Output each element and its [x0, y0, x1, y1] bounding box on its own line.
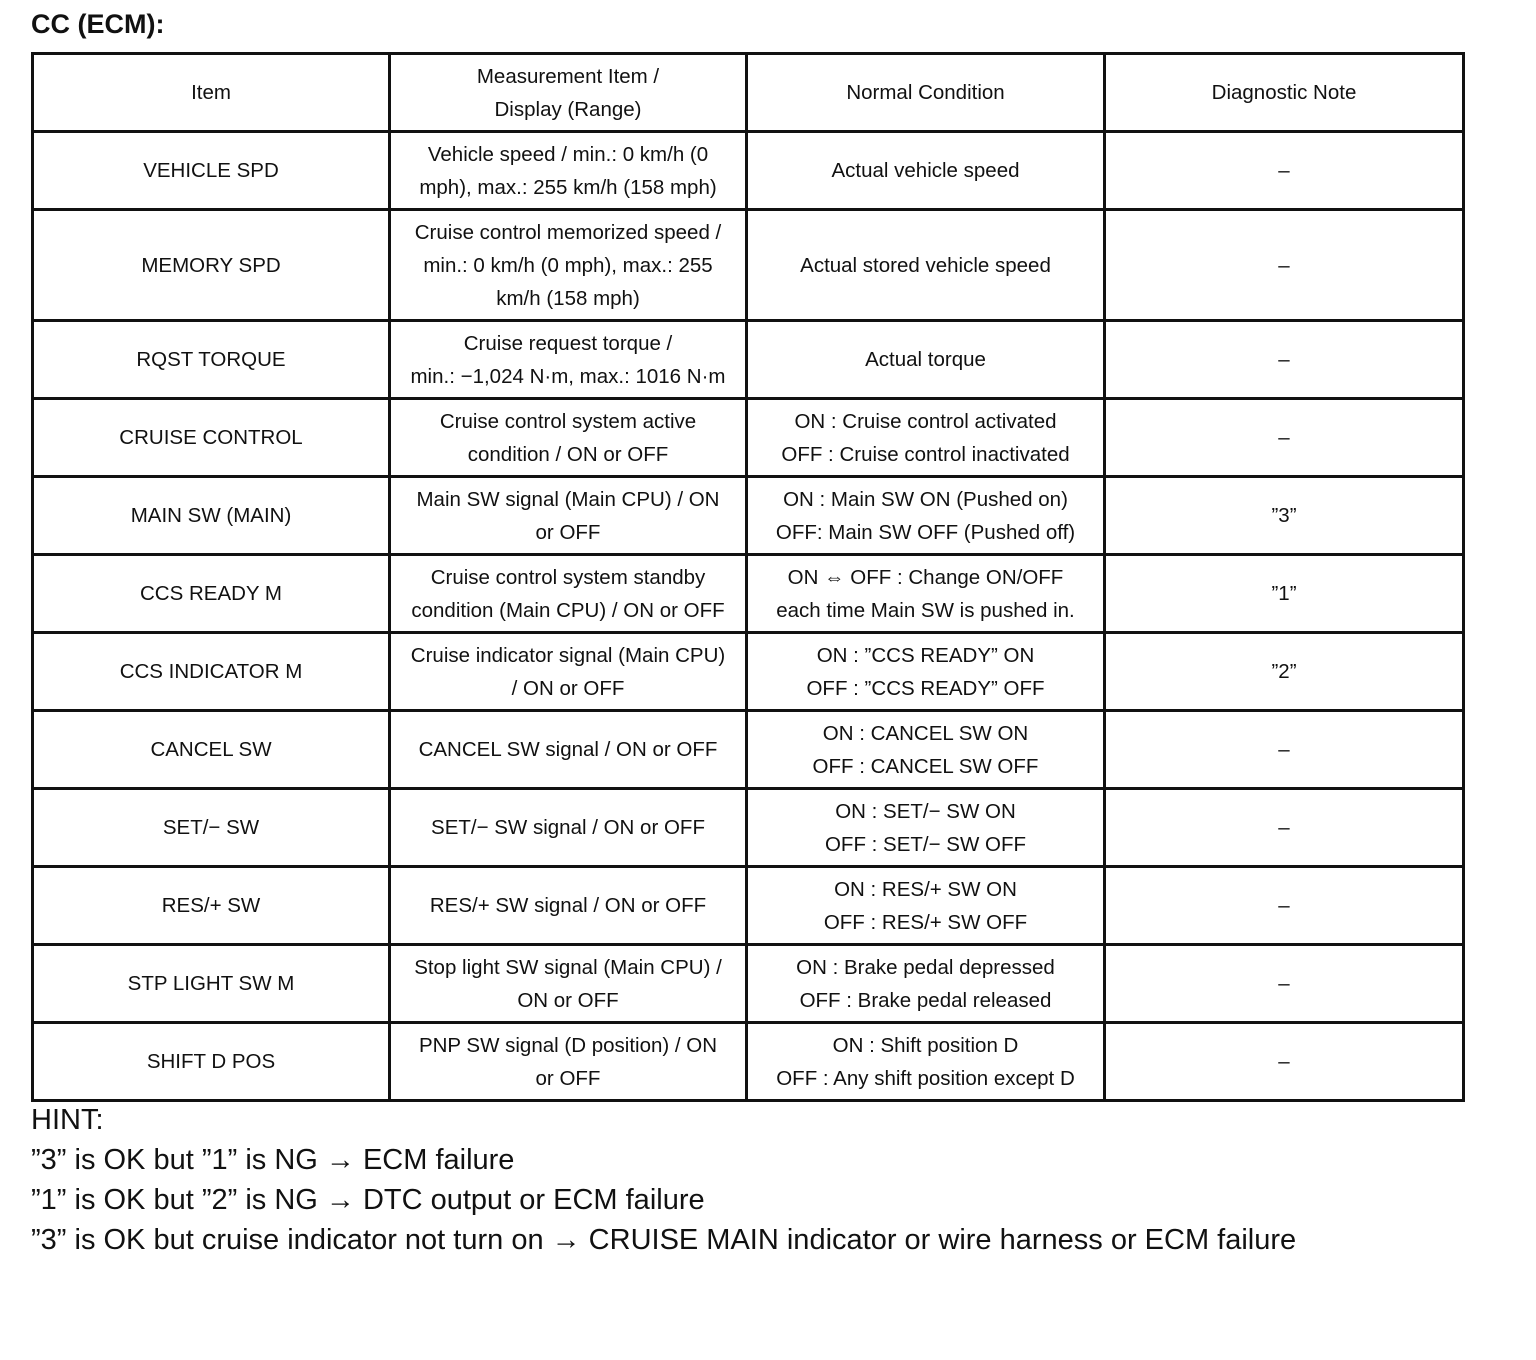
cell-diagnostic-note: – [1105, 399, 1464, 477]
cell-diagnostic-note: – [1105, 132, 1464, 210]
table-row [33, 1023, 1464, 1101]
cell-diagnostic-note: – [1105, 711, 1464, 789]
cell-item: STP LIGHT SW M [33, 945, 390, 1023]
cell-normal-condition: ON : Brake pedal depressed OFF : Brake pedal released [747, 945, 1105, 1023]
cell-diagnostic-note: – [1105, 1023, 1464, 1101]
table-row [33, 477, 1464, 555]
cell-item: CCS READY M [33, 555, 390, 633]
header-normal-condition: Normal Condition [747, 54, 1105, 132]
cell-normal-condition: ON ⇔ OFF : Change ON/OFF each time Main SW is pushed in. [747, 555, 1105, 633]
table-row [33, 399, 1464, 477]
cell-item: SET/− SW [33, 789, 390, 867]
cell-item: SHIFT D POS [33, 1023, 390, 1101]
cell-item: CRUISE CONTROL [33, 399, 390, 477]
hint-line: ”3” is OK but ”1” is NG → ECM failure [31, 1144, 515, 1176]
cell-diagnostic-note: – [1105, 867, 1464, 945]
cell-item: RES/+ SW [33, 867, 390, 945]
cell-diagnostic-note: – [1105, 945, 1464, 1023]
hint-line: ”3” is OK but cruise indicator not turn on → CRUISE MAIN indicator or wire harness or ECM failure [31, 1224, 1297, 1256]
table-row [33, 633, 1464, 711]
cell-normal-condition: ON : SET/− SW ON OFF : SET/− SW OFF [747, 789, 1105, 867]
header-item: Item [33, 54, 390, 132]
cell-measurement: Stop light SW signal (Main CPU) / ON or OFF [390, 945, 747, 1023]
cell-normal-condition: Actual torque [747, 321, 1105, 399]
table-row [33, 945, 1464, 1023]
cell-item: MEMORY SPD [33, 210, 390, 321]
cell-diagnostic-note: ”1” [1105, 555, 1464, 633]
hint-line: ”1” is OK but ”2” is NG → DTC output or ECM failure [31, 1184, 705, 1216]
page-title: CC (ECM): [31, 9, 165, 39]
cell-normal-condition: ON : ”CCS READY” ON OFF : ”CCS READY” OFF [747, 633, 1105, 711]
cell-normal-condition: ON : RES/+ SW ON OFF : RES/+ SW OFF [747, 867, 1105, 945]
cell-measurement: Vehicle speed / min.: 0 km/h (0 mph), max.: 255 km/h (158 mph) [390, 132, 747, 210]
data-list-table [31, 52, 1465, 1102]
table-row [33, 867, 1464, 945]
table-row [33, 789, 1464, 867]
cell-item: CANCEL SW [33, 711, 390, 789]
cell-normal-condition: ON : Main SW ON (Pushed on) OFF: Main SW OFF (Pushed off) [747, 477, 1105, 555]
cell-measurement: CANCEL SW signal / ON or OFF [390, 711, 747, 789]
header-measurement: Measurement Item / Display (Range) [390, 54, 747, 132]
cell-measurement: Cruise control system active condition / ON or OFF [390, 399, 747, 477]
table-row [33, 711, 1464, 789]
cell-measurement: RES/+ SW signal / ON or OFF [390, 867, 747, 945]
cell-normal-condition: ON : Shift position D OFF : Any shift position except D [747, 1023, 1105, 1101]
hint-section [31, 1100, 1296, 1260]
cell-diagnostic-note: ”2” [1105, 633, 1464, 711]
cell-item: RQST TORQUE [33, 321, 390, 399]
cell-diagnostic-note: ”3” [1105, 477, 1464, 555]
cell-item: MAIN SW (MAIN) [33, 477, 390, 555]
cell-measurement: PNP SW signal (D position) / ON or OFF [390, 1023, 747, 1101]
table-row [33, 210, 1464, 321]
cell-normal-condition: Actual vehicle speed [747, 132, 1105, 210]
cell-normal-condition: Actual stored vehicle speed [747, 210, 1105, 321]
cell-diagnostic-note: – [1105, 210, 1464, 321]
cell-measurement: Cruise control system standby condition (Main CPU) / ON or OFF [390, 555, 747, 633]
cell-measurement: Cruise indicator signal (Main CPU) / ON or OFF [390, 633, 747, 711]
table-row [33, 555, 1464, 633]
table-row [33, 132, 1464, 210]
hint-label: HINT: [31, 1104, 104, 1136]
cell-diagnostic-note: – [1105, 789, 1464, 867]
table-row [33, 321, 1464, 399]
cell-measurement: Cruise request torque / min.: −1,024 N·m, max.: 1016 N·m [390, 321, 747, 399]
table-header-row [33, 54, 1464, 132]
cell-measurement: Main SW signal (Main CPU) / ON or OFF [390, 477, 747, 555]
cell-diagnostic-note: – [1105, 321, 1464, 399]
header-diagnostic-note: Diagnostic Note [1105, 54, 1464, 132]
cell-normal-condition: ON : Cruise control activated OFF : Cruise control inactivated [747, 399, 1105, 477]
cell-item: VEHICLE SPD [33, 132, 390, 210]
cell-item: CCS INDICATOR M [33, 633, 390, 711]
cell-measurement: Cruise control memorized speed / min.: 0 km/h (0 mph), max.: 255 km/h (158 mph) [390, 210, 747, 321]
cell-measurement: SET/− SW signal / ON or OFF [390, 789, 747, 867]
cell-normal-condition: ON : CANCEL SW ON OFF : CANCEL SW OFF [747, 711, 1105, 789]
